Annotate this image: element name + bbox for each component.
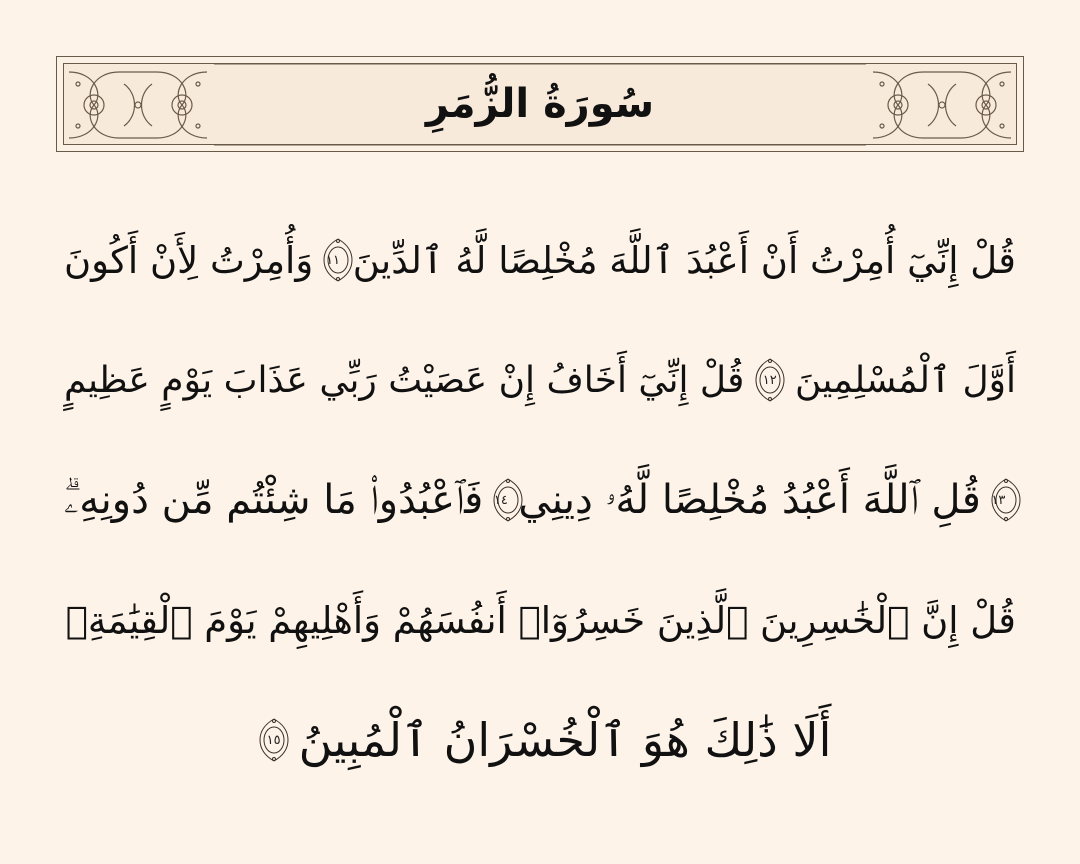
- ayah-number: ١١: [325, 252, 340, 268]
- ayah-number: ١٤: [493, 492, 508, 508]
- ayah-number-marker: [753, 357, 787, 403]
- right-ornament-icon: [866, 64, 1016, 146]
- verse-text: فَٱعْبُدُوا۟ مَا شِئْتُم مِّن دُونِهِۦۗ: [64, 477, 484, 523]
- verse-text: قُلْ إِنِّيٓ أُمِرْتُ أَنْ أَعْبُدَ ٱللَّهَ مُخْلِصًا لَّهُ ٱلدِّينَ: [352, 238, 1016, 282]
- ayah-number: ١٢: [762, 372, 777, 388]
- verse-text: أَلَا ذَٰلِكَ هُوَ ٱلْخُسْرَانُ ٱلْمُبِينُ: [298, 713, 832, 767]
- verse-line: [64, 680, 1016, 800]
- ayah-number-marker: [989, 477, 1008, 523]
- ayah-number: ١٣: [991, 492, 1006, 508]
- verse-line: [64, 200, 1016, 320]
- verse-line: [64, 560, 1016, 680]
- verse-text: وَأُمِرْتُ لِأَنْ أَكُونَ: [64, 238, 314, 282]
- verse-text: قُلِ ٱللَّهَ أَعْبُدُ مُخْلِصًا لَّهُۥ دِينِي: [518, 477, 981, 523]
- verse-line: [64, 320, 1016, 440]
- surah-header-frame: [56, 56, 1024, 152]
- verse-text: قُلْ إِنَّ ٱلْخَٰسِرِينَ ٱلَّذِينَ خَسِرُوٓا۟ أَنفُسَهُمْ وَأَهْلِيهِمْ يَوْمَ ٱلْقِيَٰمَةِۗ: [65, 598, 1016, 642]
- ayah-number-marker: [257, 717, 291, 763]
- surah-title: سُورَةُ الزُّمَرِ: [425, 81, 655, 127]
- verses-block: [64, 200, 1016, 800]
- verse-text: قُلْ إِنِّيٓ أَخَافُ إِنْ عَصَيْتُ رَبِّي عَذَابَ يَوْمٍ عَظِيمٍ: [64, 359, 745, 401]
- ayah-number-marker: [491, 477, 510, 523]
- surah-title-cartouche: [214, 64, 866, 144]
- verse-text: أَوَّلَ ٱلْمُسْلِمِينَ: [795, 359, 1016, 401]
- verse-line: [64, 440, 1016, 560]
- ayah-number: ١٥: [266, 732, 281, 748]
- ayah-number-marker: [321, 237, 345, 283]
- surah-header-inner: [63, 63, 1017, 145]
- left-ornament-icon: [64, 64, 214, 146]
